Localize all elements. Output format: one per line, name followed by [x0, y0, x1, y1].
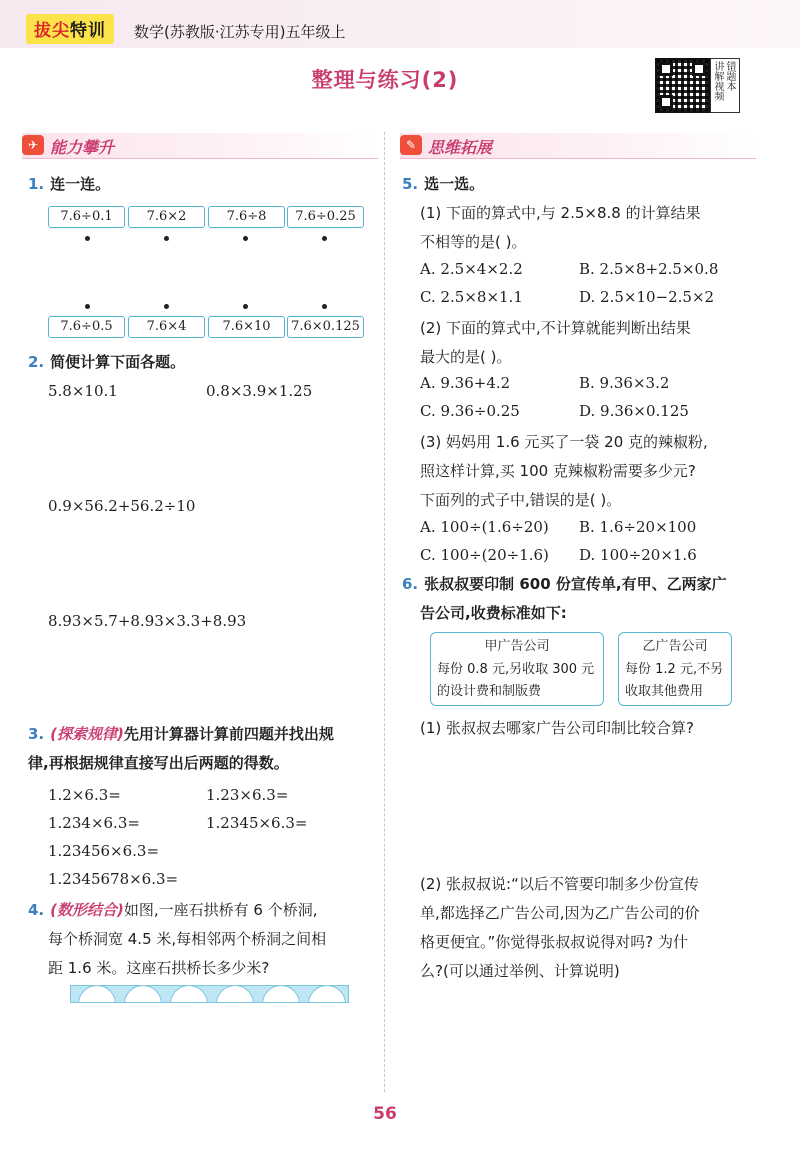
question-5-part-2: (2) 下面的算式中,不计算就能判断出结果 最大的是( )。 [420, 319, 691, 366]
brand-logo: 拔尖特训 [26, 14, 114, 44]
question-2: 2. 简便计算下面各题。 [28, 353, 186, 371]
match-top-4[interactable]: 7.6÷0.25 [287, 206, 364, 228]
question-6-part-1: (1) 张叔叔去哪家广告公司印制比较合算? [420, 719, 694, 737]
option-a[interactable]: A. 9.36+4.2 [420, 374, 511, 392]
option-d[interactable]: D. 100÷20×1.6 [579, 546, 697, 564]
question-5-part-3: (3) 妈妈用 1.6 元买了一袋 20 克的辣椒粉, 照这样计算,买 100 克辣椒粉需要多少元? 下面列的式子中,错误的是( )。 [420, 433, 708, 509]
match-dot[interactable] [322, 304, 327, 309]
option-b[interactable]: B. 1.6÷20×100 [579, 518, 697, 536]
match-bottom-2[interactable]: 7.6×4 [128, 316, 205, 338]
question-1: 1. 连一连。 [28, 175, 111, 193]
calc-item: 8.93×5.7+8.93×3.3+8.93 [48, 612, 247, 630]
ad-company-b: 乙广告公司 每份 1.2 元,不另 收取其他费用 [618, 632, 732, 706]
section-header-ability: ✈ 能力攀升 [22, 133, 378, 159]
qr-label: 讲解视频 错题本 [710, 58, 740, 113]
pattern-item: 1.2345678×6.3= [48, 870, 179, 888]
option-c[interactable]: C. 100÷(20÷1.6) [420, 546, 549, 564]
option-d[interactable]: D. 9.36×0.125 [579, 402, 689, 420]
question-3: 3. (探索规律)先用计算器计算前四题并找出规 律,再根据规律直接写出后两题的得数。 [28, 725, 334, 772]
option-d[interactable]: D. 2.5×10−2.5×2 [579, 288, 715, 306]
option-a[interactable]: A. 100÷(1.6÷20) [420, 518, 549, 536]
header-band [0, 0, 800, 48]
calc-item: 5.8×10.1 [48, 382, 118, 400]
match-dot[interactable] [85, 304, 90, 309]
ad-company-a: 甲广告公司 每份 0.8 元,另收取 300 元 的设计费和制版费 [430, 632, 604, 706]
match-top-3[interactable]: 7.6÷8 [208, 206, 285, 228]
match-dot[interactable] [164, 304, 169, 309]
page-title: 整理与练习(2) [311, 68, 459, 92]
pattern-item: 1.234×6.3= [48, 814, 140, 832]
rocket-icon: ✈ [22, 135, 44, 155]
option-c[interactable]: C. 2.5×8×1.1 [420, 288, 523, 306]
qr-code[interactable] [655, 58, 710, 113]
page-number: 56 [373, 1104, 397, 1124]
question-6: 6. 张叔叔要印制 600 份宣传单,有甲、乙两家广 告公司,收费标准如下: [402, 575, 727, 622]
match-dot[interactable] [322, 236, 327, 241]
pattern-item: 1.23×6.3= [206, 786, 289, 804]
match-top-2[interactable]: 7.6×2 [128, 206, 205, 228]
match-top-1[interactable]: 7.6÷0.1 [48, 206, 125, 228]
option-c[interactable]: C. 9.36÷0.25 [420, 402, 520, 420]
column-divider [384, 132, 385, 1092]
option-b[interactable]: B. 9.36×3.2 [579, 374, 670, 392]
match-dot[interactable] [243, 304, 248, 309]
pencil-icon: ✎ [400, 135, 422, 155]
match-dot[interactable] [243, 236, 248, 241]
match-dot[interactable] [85, 236, 90, 241]
question-5: 5. 选一选。 (1) 下面的算式中,与 2.5×8.8 的计算结果 不相等的是( )。 [402, 175, 701, 251]
question-4: 4. (数形结合)如图,一座石拱桥有 6 个桥洞, 每个桥洞宽 4.5 米,每相邻两个桥洞之间相 距 1.6 米。这座石拱桥长多少米? [28, 901, 327, 977]
question-6-part-2: (2) 张叔叔说:“以后不管要印制多少份宣传 单,都选择乙广告公司,因为乙广告公司的价 格更便宜。”你觉得张叔叔说得对吗? 为什 么?(可以通过举例、计算说明) [420, 875, 700, 980]
match-dot[interactable] [164, 236, 169, 241]
calc-item: 0.9×56.2+56.2÷10 [48, 497, 196, 515]
pattern-item: 1.2×6.3= [48, 786, 121, 804]
book-subtitle: 数学(苏教版·江苏专用)五年级上 [134, 23, 346, 41]
option-a[interactable]: A. 2.5×4×2.2 [420, 260, 523, 278]
pattern-item: 1.23456×6.3= [48, 842, 160, 860]
calc-item: 0.8×3.9×1.25 [206, 382, 313, 400]
match-bottom-4[interactable]: 7.6×0.125 [287, 316, 364, 338]
option-b[interactable]: B. 2.5×8+2.5×0.8 [579, 260, 719, 278]
pattern-item: 1.2345×6.3= [206, 814, 308, 832]
match-bottom-3[interactable]: 7.6×10 [208, 316, 285, 338]
match-bottom-1[interactable]: 7.6÷0.5 [48, 316, 125, 338]
section-header-thinking: ✎ 思维拓展 [400, 133, 756, 159]
bridge-diagram [70, 985, 349, 1003]
